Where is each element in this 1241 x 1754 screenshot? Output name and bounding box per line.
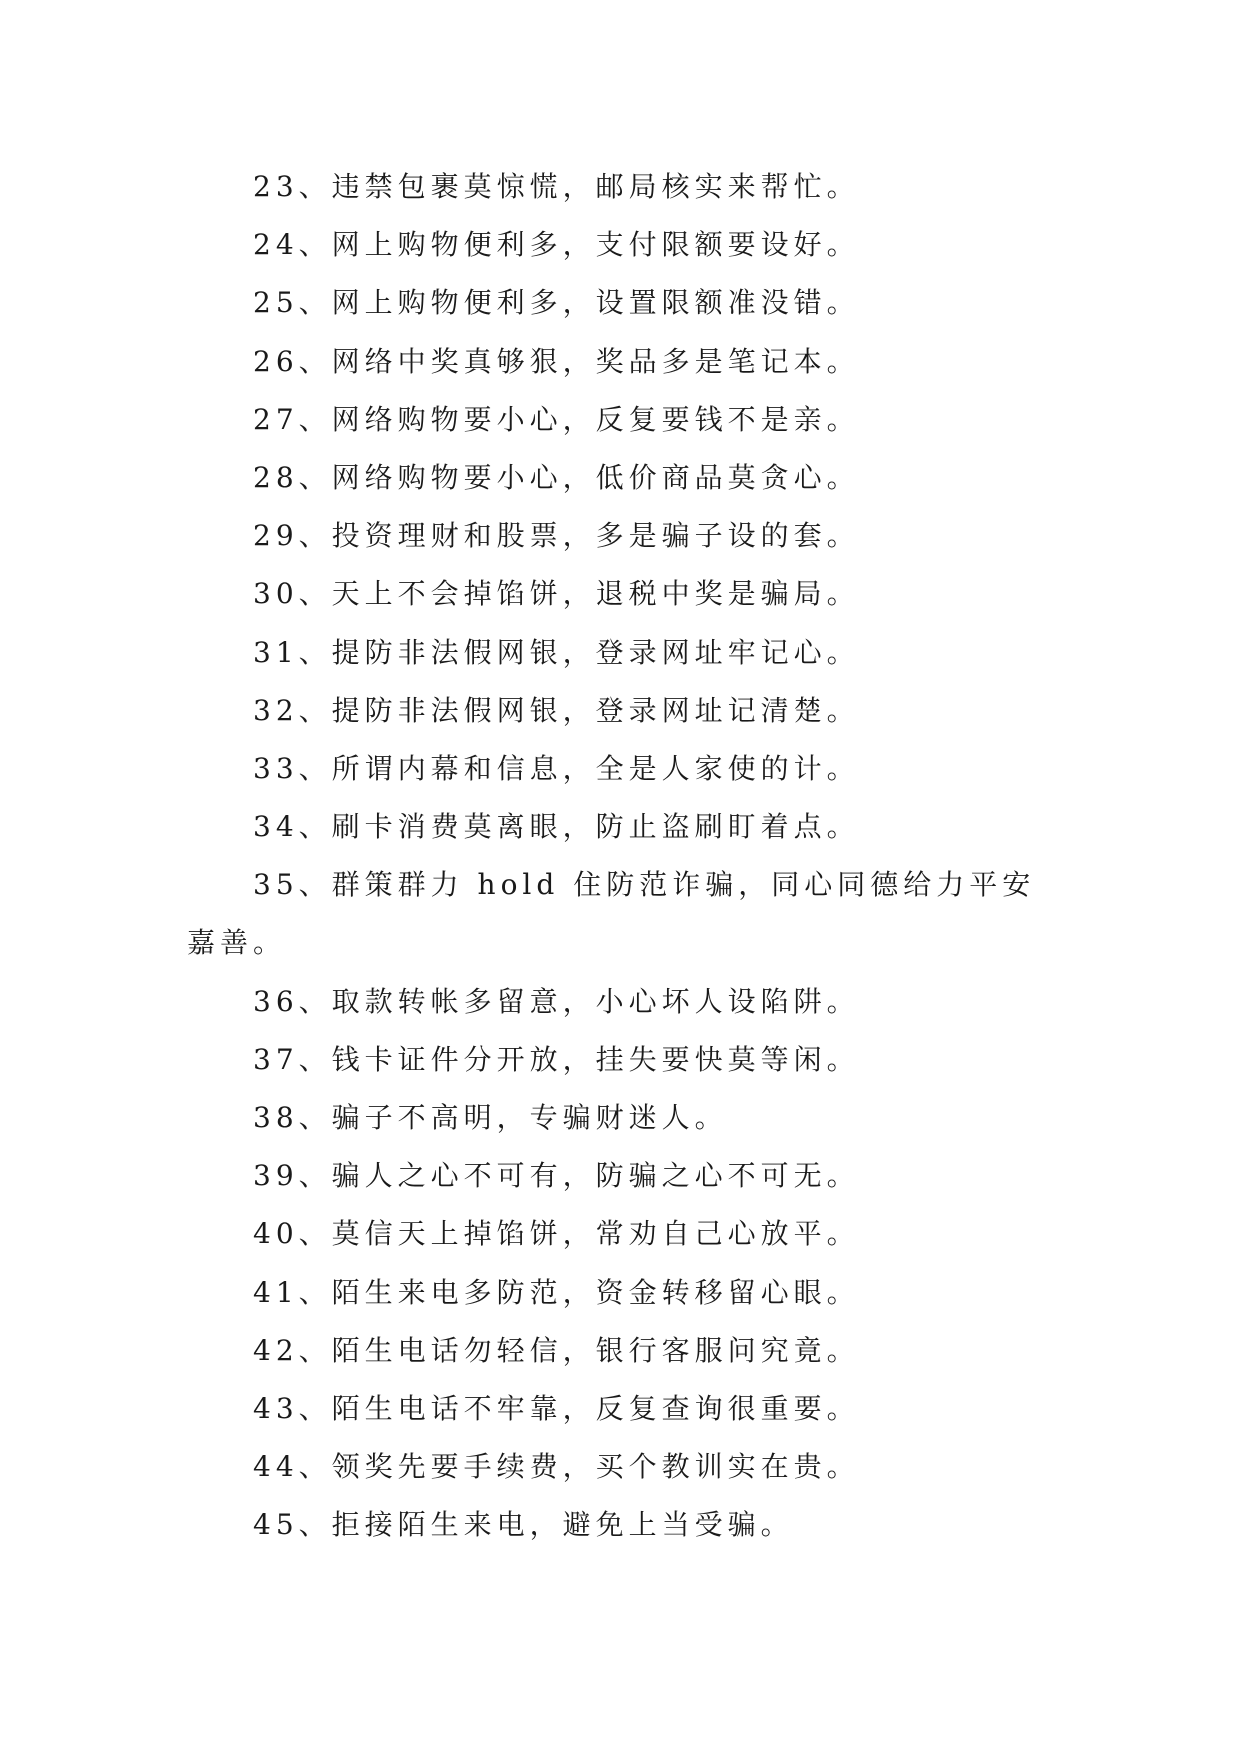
- slogan-line: 43、陌生电话不牢靠，反复查询很重要。: [253, 1391, 860, 1425]
- slogan-line: 24、网上购物便利多，支付限额要设好。: [253, 228, 860, 262]
- slogan-line: 44、领奖先要手续费，买个教训实在贵。: [253, 1450, 860, 1484]
- slogan-line: 36、取款转帐多留意，小心坏人设陷阱。: [253, 984, 860, 1018]
- slogan-line: 27、网络购物要小心，反复要钱不是亲。: [253, 402, 860, 436]
- slogan-line: 37、钱卡证件分开放，挂失要快莫等闲。: [253, 1042, 860, 1076]
- slogan-line: 38、骗子不高明，专骗财迷人。: [253, 1101, 728, 1135]
- slogan-line: 39、骗人之心不可有，防骗之心不可无。: [253, 1159, 860, 1193]
- slogan-line: 23、违禁包裹莫惊慌，邮局核实来帮忙。: [253, 170, 860, 203]
- slogan-line: 29、投资理财和股票，多是骗子设的套。: [253, 519, 860, 553]
- slogan-line: 45、拒接陌生来电，避免上当受骗。: [253, 1508, 794, 1542]
- slogan-line: 34、刷卡消费莫离眼，防止盗刷盯着点。: [253, 810, 860, 844]
- slogan-line: 40、莫信天上掉馅饼，常劝自己心放平。: [253, 1217, 860, 1251]
- slogan-line: 31、提防非法假网银，登录网址牢记心。: [253, 635, 860, 669]
- slogan-line: 35、群策群力 hold 住防范诈骗，同心同德给力平安嘉善。: [187, 868, 1036, 960]
- slogan-line: 32、提防非法假网银，登录网址记清楚。: [253, 693, 860, 727]
- slogan-line: 26、网络中奖真够狠，奖品多是笔记本。: [253, 344, 860, 378]
- slogan-line: 41、陌生来电多防范，资金转移留心眼。: [253, 1275, 860, 1309]
- document-body: [187, 158, 1067, 1555]
- slogan-line: 30、天上不会掉馅饼，退税中奖是骗局。: [253, 577, 860, 611]
- slogan-line: 28、网络购物要小心，低价商品莫贪心。: [253, 460, 860, 494]
- slogan-line: 33、所谓内幕和信息，全是人家使的计。: [253, 751, 860, 785]
- slogan-line: 42、陌生电话勿轻信，银行客服问究竟。: [253, 1333, 860, 1367]
- slogan-line: 25、网上购物便利多，设置限额准没错。: [253, 286, 860, 320]
